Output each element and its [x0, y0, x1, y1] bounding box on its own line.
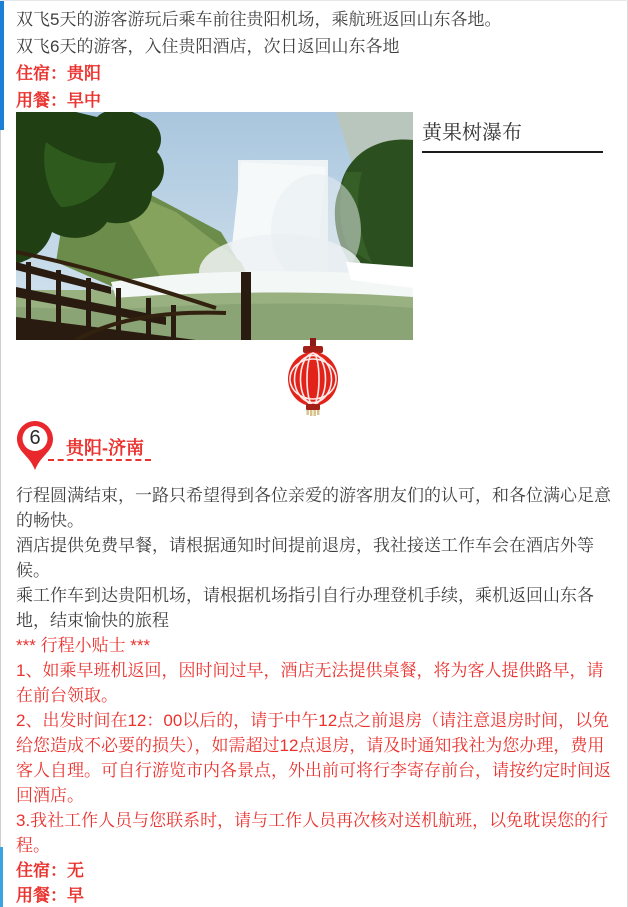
tip-3: 3.我社工作人员与您联系时，请与工作人员再次核对送机航班，以免耽误您的行程。: [16, 811, 609, 855]
itinerary-text-block: [16, 483, 614, 907]
paragraph-airport-transfer: 乘工作车到达贵阳机场，请根据机场指引自行办理登机手续，乘机返回山东各地，结束愉快的旅程: [16, 586, 594, 630]
day-location-pin-icon: [17, 421, 53, 471]
paragraph-closing: 行程圆满结束，一路只希望得到各位亲爱的游客朋友们的认可，和各位满心足意的畅快。: [16, 486, 611, 530]
caption-underline: [422, 151, 603, 153]
intro-block: [16, 6, 614, 114]
red-lantern-icon: [287, 338, 339, 416]
day-title-dashed-underline: [48, 459, 151, 461]
tip-2: 2、出发时间在12：00以后的，请于中午12点之前退房（请注意退房时间，以免给您造成不必要的损失），如需超过12点退房，请及时通知我社为您办理，费用客人自理。可自行游览市内各景点，外出前可将行李寄存前台，请按约定时间返回酒店。: [16, 711, 611, 805]
meals-label-day6: 用餐：早: [16, 886, 84, 905]
meals-label: 用餐：早中: [16, 91, 101, 110]
day-title: 贵阳-济南: [66, 438, 144, 458]
day-number: 6: [29, 427, 41, 449]
tips-title: *** 行程小贴士 ***: [16, 636, 151, 655]
waterfall-photo: [16, 112, 413, 340]
intro-line-2: 双飞6天的游客，入住贵阳酒店，次日返回山东各地: [16, 37, 400, 56]
blue-accent-bar-top: [0, 1, 4, 130]
photo-caption: 黄果树瀑布: [422, 122, 522, 144]
blue-accent-bar-bottom: [0, 847, 3, 907]
lodging-label-day6: 住宿：无: [16, 861, 84, 880]
intro-line-1: 双飞5天的游客游玩后乘车前往贵阳机场，乘航班返回山东各地。: [16, 10, 502, 29]
paragraph-hotel-breakfast: 酒店提供免费早餐，请根据通知时间提前退房，我社接送工作车会在酒店外等候。: [16, 536, 594, 580]
left-border: [0, 1, 1, 907]
lodging-label: 住宿：贵阳: [16, 64, 101, 83]
tip-1: 1、如乘早班机返回，因时间过早，酒店无法提供桌餐，将为客人提供路早，请在前台领取。: [16, 661, 604, 705]
